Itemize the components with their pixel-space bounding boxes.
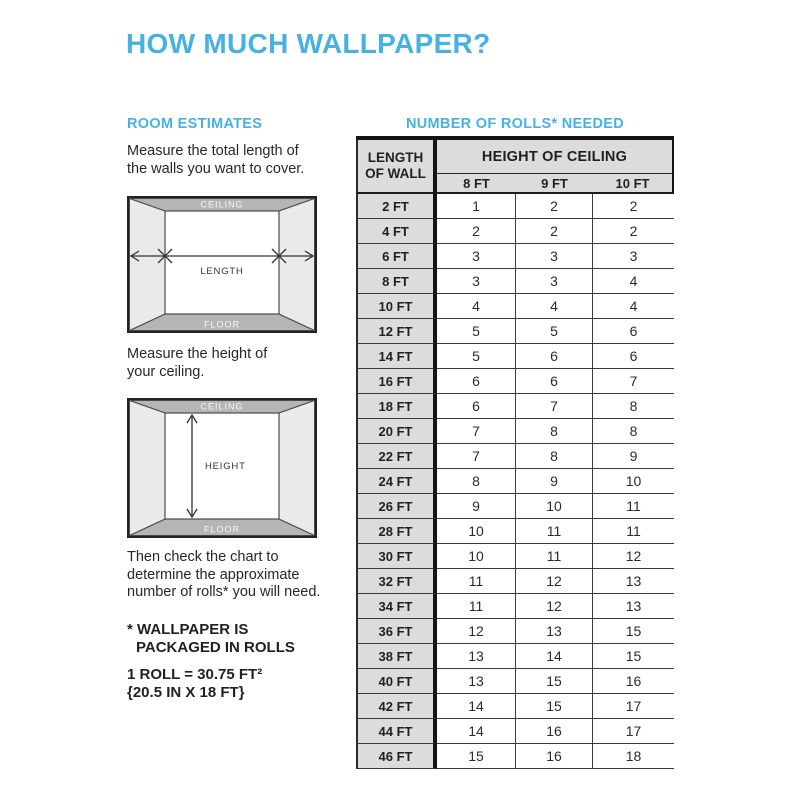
wall-length-cell: 16 FT bbox=[356, 369, 437, 394]
roll-count-cell: 17 bbox=[593, 694, 674, 719]
roll-count-cell: 16 bbox=[516, 719, 593, 744]
roll-count-cell: 4 bbox=[593, 294, 674, 319]
column-header-9ft: 9 FT bbox=[516, 174, 593, 194]
roll-size-info bbox=[127, 666, 262, 702]
floor-label: FLOOR bbox=[203, 319, 241, 330]
roll-count-cell: 7 bbox=[593, 369, 674, 394]
left-wall bbox=[130, 199, 166, 331]
roll-count-cell: 10 bbox=[437, 544, 516, 569]
wall-length-cell: 12 FT bbox=[356, 319, 437, 344]
roll-count-cell: 15 bbox=[437, 744, 516, 769]
wall-length-cell: 8 FT bbox=[356, 269, 437, 294]
roll-size-line: 1 ROLL = 30.75 FT² bbox=[127, 666, 263, 683]
roll-count-cell: 4 bbox=[437, 294, 516, 319]
roll-count-cell: 12 bbox=[593, 544, 674, 569]
roll-count-cell: 4 bbox=[516, 294, 593, 319]
wall-length-cell: 30 FT bbox=[356, 544, 437, 569]
column-header-10ft: 10 FT bbox=[593, 174, 674, 194]
wall-length-cell: 32 FT bbox=[356, 569, 437, 594]
right-wall bbox=[279, 199, 315, 331]
roll-count-cell: 17 bbox=[593, 719, 674, 744]
floor-label: FLOOR bbox=[203, 524, 241, 535]
roll-count-cell: 12 bbox=[516, 594, 593, 619]
column-header-8ft: 8 FT bbox=[437, 174, 516, 194]
roll-count-cell: 11 bbox=[516, 519, 593, 544]
row-header-line: OF WALL bbox=[365, 166, 426, 181]
roll-count-cell: 6 bbox=[593, 344, 674, 369]
wall-length-cell: 20 FT bbox=[356, 419, 437, 444]
height-label: HEIGHT bbox=[205, 461, 246, 472]
roll-count-cell: 6 bbox=[437, 394, 516, 419]
ceiling-label: CEILING bbox=[200, 199, 244, 210]
wallpaper-rolls-footnote bbox=[127, 621, 295, 657]
roll-count-cell: 15 bbox=[516, 694, 593, 719]
page-title: HOW MUCH WALLPAPER? bbox=[126, 28, 491, 59]
roll-count-cell: 2 bbox=[516, 219, 593, 244]
wall-length-cell: 22 FT bbox=[356, 444, 437, 469]
instruction-line: number of rolls* you will need. bbox=[127, 584, 321, 600]
roll-count-cell: 2 bbox=[593, 194, 674, 219]
room-length-diagram bbox=[127, 196, 317, 333]
row-header-line: LENGTH bbox=[367, 150, 424, 165]
roll-count-cell: 8 bbox=[593, 394, 674, 419]
roll-count-cell: 3 bbox=[437, 244, 516, 269]
roll-count-cell: 2 bbox=[516, 194, 593, 219]
roll-count-cell: 16 bbox=[593, 669, 674, 694]
right-wall bbox=[279, 401, 315, 536]
instruction-chart bbox=[127, 549, 320, 602]
roll-count-cell: 6 bbox=[593, 319, 674, 344]
instruction-height bbox=[127, 346, 267, 381]
roll-count-cell: 2 bbox=[437, 219, 516, 244]
roll-count-cell: 13 bbox=[593, 569, 674, 594]
roll-count-cell: 11 bbox=[437, 594, 516, 619]
footnote-line: * WALLPAPER IS bbox=[127, 621, 249, 638]
roll-count-cell: 11 bbox=[516, 544, 593, 569]
roll-count-cell: 10 bbox=[516, 494, 593, 519]
roll-count-cell: 3 bbox=[437, 269, 516, 294]
rolls-needed-table bbox=[356, 136, 674, 769]
roll-count-cell: 6 bbox=[516, 369, 593, 394]
wall-length-cell: 14 FT bbox=[356, 344, 437, 369]
roll-count-cell: 14 bbox=[516, 644, 593, 669]
roll-count-cell: 5 bbox=[516, 319, 593, 344]
roll-count-cell: 8 bbox=[516, 444, 593, 469]
roll-count-cell: 14 bbox=[437, 694, 516, 719]
roll-count-cell: 5 bbox=[437, 344, 516, 369]
roll-count-cell: 7 bbox=[516, 394, 593, 419]
instruction-line: your ceiling. bbox=[127, 363, 205, 380]
roll-count-cell: 6 bbox=[437, 369, 516, 394]
room-height-diagram bbox=[127, 398, 317, 538]
roll-count-cell: 8 bbox=[593, 419, 674, 444]
instruction-line: Then check the chart to bbox=[127, 549, 279, 565]
roll-count-cell: 9 bbox=[437, 494, 516, 519]
roll-count-cell: 4 bbox=[593, 269, 674, 294]
roll-count-cell: 13 bbox=[437, 644, 516, 669]
roll-count-cell: 13 bbox=[437, 669, 516, 694]
roll-count-cell: 14 bbox=[437, 719, 516, 744]
roll-count-cell: 15 bbox=[593, 644, 674, 669]
row-header-length-of-wall bbox=[356, 140, 437, 194]
roll-count-cell: 11 bbox=[437, 569, 516, 594]
wall-length-cell: 24 FT bbox=[356, 469, 437, 494]
roll-count-cell: 3 bbox=[516, 269, 593, 294]
wall-length-cell: 42 FT bbox=[356, 694, 437, 719]
wall-length-cell: 6 FT bbox=[356, 244, 437, 269]
wall-length-cell: 40 FT bbox=[356, 669, 437, 694]
roll-count-cell: 5 bbox=[437, 319, 516, 344]
roll-count-cell: 11 bbox=[593, 494, 674, 519]
roll-size-line: {20.5 IN X 18 FT} bbox=[127, 684, 245, 701]
wall-length-cell: 34 FT bbox=[356, 594, 437, 619]
roll-count-cell: 7 bbox=[437, 444, 516, 469]
ceiling-label: CEILING bbox=[200, 401, 244, 412]
roll-count-cell: 12 bbox=[437, 619, 516, 644]
wall-length-cell: 44 FT bbox=[356, 719, 437, 744]
wall-length-cell: 4 FT bbox=[356, 219, 437, 244]
instruction-line: the walls you want to cover. bbox=[127, 160, 305, 177]
roll-count-cell: 9 bbox=[516, 469, 593, 494]
roll-count-cell: 12 bbox=[516, 569, 593, 594]
roll-count-cell: 3 bbox=[516, 244, 593, 269]
roll-count-cell: 15 bbox=[593, 619, 674, 644]
instruction-line: Measure the total length of bbox=[127, 143, 299, 159]
roll-count-cell: 11 bbox=[593, 519, 674, 544]
roll-count-cell: 10 bbox=[593, 469, 674, 494]
roll-count-cell: 3 bbox=[593, 244, 674, 269]
instruction-line: Measure the height of bbox=[127, 346, 268, 362]
back-wall bbox=[165, 211, 279, 314]
room-estimates-heading: ROOM ESTIMATES bbox=[127, 116, 263, 132]
roll-count-cell: 18 bbox=[593, 744, 674, 769]
roll-count-cell: 8 bbox=[516, 419, 593, 444]
roll-count-cell: 2 bbox=[593, 219, 674, 244]
roll-count-cell: 6 bbox=[516, 344, 593, 369]
rolls-needed-heading: NUMBER OF ROLLS* NEEDED bbox=[406, 116, 624, 132]
wall-length-cell: 2 FT bbox=[356, 194, 437, 219]
footnote-line: PACKAGED IN ROLLS bbox=[136, 639, 295, 656]
roll-count-cell: 10 bbox=[437, 519, 516, 544]
wall-length-cell: 10 FT bbox=[356, 294, 437, 319]
roll-count-cell: 16 bbox=[516, 744, 593, 769]
roll-count-cell: 8 bbox=[437, 469, 516, 494]
group-header-height-of-ceiling: HEIGHT OF CEILING bbox=[437, 140, 674, 174]
instruction-line: determine the approximate bbox=[127, 566, 300, 583]
roll-count-cell: 1 bbox=[437, 194, 516, 219]
length-label: LENGTH bbox=[200, 266, 244, 277]
wall-length-cell: 18 FT bbox=[356, 394, 437, 419]
roll-count-cell: 7 bbox=[437, 419, 516, 444]
wall-length-cell: 36 FT bbox=[356, 619, 437, 644]
wall-length-cell: 38 FT bbox=[356, 644, 437, 669]
roll-count-cell: 13 bbox=[593, 594, 674, 619]
left-wall bbox=[130, 401, 166, 536]
roll-count-cell: 15 bbox=[516, 669, 593, 694]
wall-length-cell: 26 FT bbox=[356, 494, 437, 519]
roll-count-cell: 9 bbox=[593, 444, 674, 469]
wall-length-cell: 46 FT bbox=[356, 744, 437, 769]
instruction-length bbox=[127, 143, 304, 178]
roll-count-cell: 13 bbox=[516, 619, 593, 644]
wall-length-cell: 28 FT bbox=[356, 519, 437, 544]
